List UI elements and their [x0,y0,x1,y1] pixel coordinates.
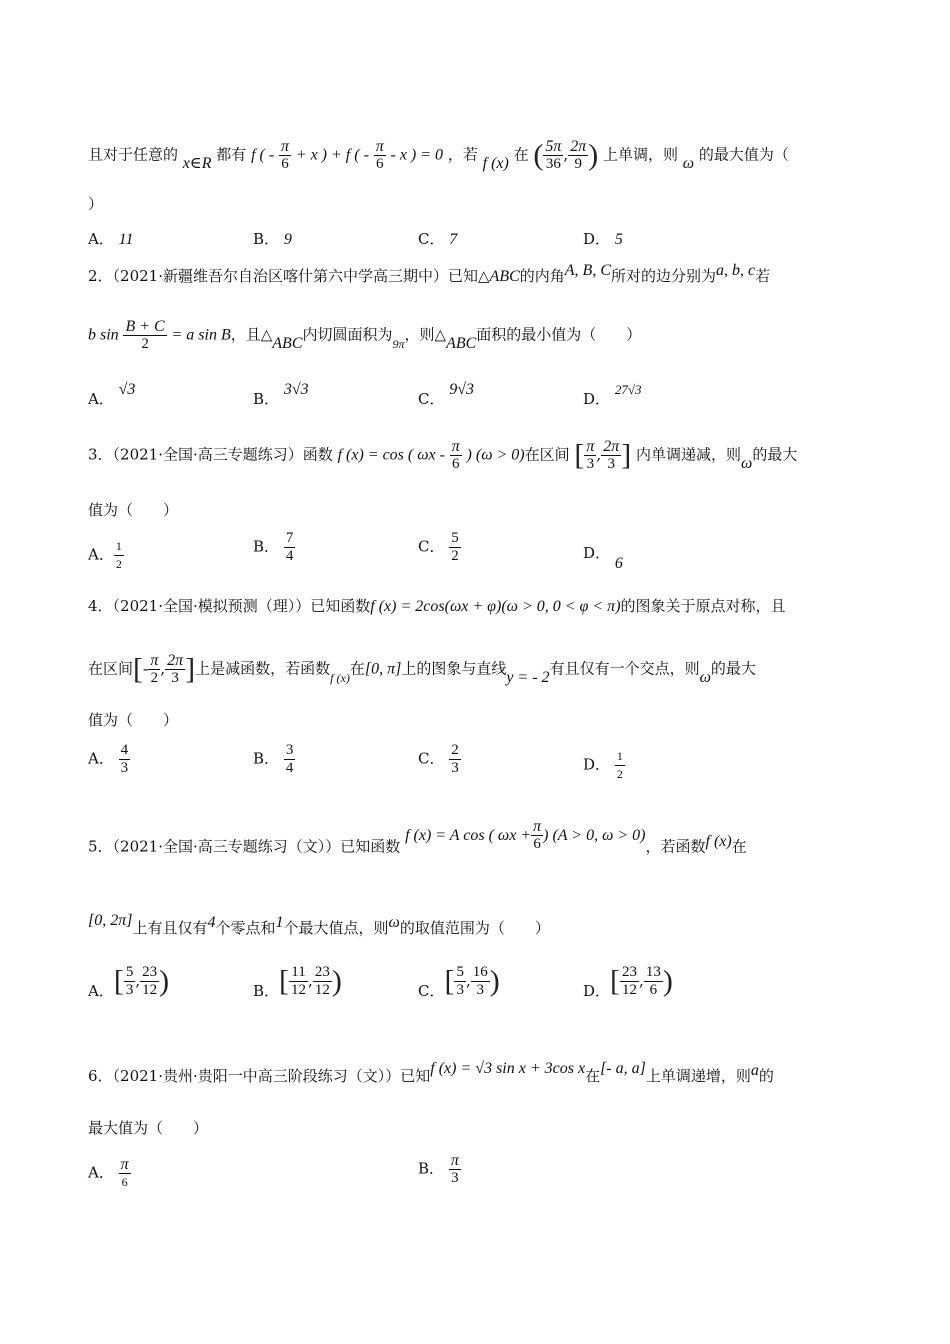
q5-option-d[interactable]: D．[ $\frac{23}{12}$ , $\frac{13}{6}$ ) [583,964,673,1000]
q2-line1: 2．（2021·新疆维吾尔自治区喀什第六中学高三期中）已知△ABC的内角A, B, C所对的边分别为a, b, c若 [88,262,771,285]
q5-option-c[interactable]: C．[ $\frac{5}{3}$ , $\frac{16}{3}$ ) [418,964,500,1000]
q1-omega: ω [682,154,695,172]
q2-line2: b sin $\frac{B + C}{2}$ = a sin B，且△ABC内切圆面积为$_{9\pi}$，则△ABC面积的最小值为（ ） [88,318,642,352]
q4-source: （2021·全国·模拟预测（理）） [112,597,311,615]
q5-line2: [0, 2π]上有且仅有4个零点和1个最大值点，则ω的取值范围为（ ） [88,912,550,937]
q5-line1: 5．（2021·全国·高三专题练习（文））已知函数 f (x) = A cos ( ωx + $\frac{\pi}{6}$ ) (A > 0, ω > 0)，若函数f (x)在 [88,818,747,856]
q4-line3: 值为（ ） [88,711,179,729]
q1-frac-pi6-2: $\frac{\pi}{6}$ [375,138,384,172]
q6-line1: 6．（2021·贵州·贵阳一中高三阶段练习（文））已知f (x) = √3 sin x + 3cos x在[- a, a]上单调递增，则a的 [88,1060,774,1085]
q1-interval-right: $\frac{2\pi}{9}$ [570,138,587,172]
q1-option-c[interactable]: C． 7 [418,230,458,248]
q3-option-b[interactable]: B． $\frac{7}{4}$ [253,530,294,564]
q1-interval-left: $\frac{5\pi}{36}$ [545,138,562,172]
q3-frac-pi6: $\frac{\pi}{6}$ [451,438,460,472]
q4-option-d[interactable]: D． $\frac{1}{2}$ [583,749,623,781]
q6-source: （2021·贵州·贵阳一中高三阶段练习（文）） [112,1067,401,1085]
q4-line1: 4．（2021·全国·模拟预测（理））已知函数f (x) = 2cos(ωx + φ)(ω > 0, 0 < φ < π)的图象关于原点对称，且 [88,597,786,615]
q1-fx: f (x) [482,154,509,172]
q1-eq: + x ) + f ( - [295,146,369,164]
q1-close: ） [88,195,104,213]
q6-line2: 最大值为（ ） [88,1119,209,1137]
q5-source: （2021·全国·高三专题练习（文）） [112,837,341,856]
q2-option-a[interactable]: A． √3 [88,381,136,408]
q1-line1: 且对于任意的 x∈R 都有 f ( - $\frac{\pi}{6}$ + x ) + f ( - $\frac{\pi}{6}$ - x ) = 0 ，若 f (x) 在 ( $\frac{5\pi}{36}$ , $\frac{2\pi}{9}$ ) 上单调，则 ω 的最大值为（ [88,138,789,172]
q2-option-c[interactable]: C． 9√3 [418,381,475,408]
q4-option-b[interactable]: B． $\frac{3}{4}$ [253,742,294,776]
q3-option-a[interactable]: A． $\frac{1}{2}$ [88,539,122,571]
q1-text: 的最大值为（ [698,145,789,164]
q6-option-a[interactable]: A． $\frac{\pi}{6}$ [88,1156,129,1189]
q1-text: ，若 [447,145,478,164]
q3-option-d[interactable]: D． 6 [583,544,623,572]
q1-text: 都有 [216,145,247,164]
q3-option-c[interactable]: C． $\frac{5}{2}$ [418,530,459,564]
q1-text: 在 [513,145,529,164]
q4-option-c[interactable]: C． $\frac{2}{3}$ [418,742,459,776]
q1-option-d[interactable]: D． 5 [583,230,623,248]
q1-x-in-r: x∈R [182,154,212,172]
q1-text: 上单调，则 [603,145,679,164]
q3-line1: 3．（2021·全国·高三专题练习）函数 f (x) = cos ( ωx - $\frac{\pi}{6}$ ) (ω > 0)在区间 [ $\frac{\pi}{3}$ , $\frac{2\pi}{3}$ ] 内单调递减，则ω的最大 [88,438,798,472]
q6-option-b[interactable]: B． $\frac{\pi}{3}$ [418,1152,459,1186]
q2-source: （2021·新疆维吾尔自治区喀什第六中学高三期中） [112,267,448,285]
q2-option-d[interactable]: D． 27√3 [583,382,642,408]
q3-line2: 值为（ ） [88,501,179,519]
q3-source: （2021·全国·高三专题练习） [112,445,303,464]
q1-text: 且对于任意的 [88,145,179,164]
q5-option-a[interactable]: A．[ $\frac{5}{3}$ , $\frac{23}{12}$ ) [88,964,170,1000]
q1-frac-pi6: $\frac{\pi}{6}$ [280,138,289,172]
q1-option-b[interactable]: B． 9 [253,230,292,248]
q4-option-a[interactable]: A． $\frac{4}{3}$ [88,742,129,776]
q2-frac: $\frac{B + C}{2}$ [125,318,165,352]
q1-option-a[interactable]: A． 11 [88,230,134,248]
q2-option-b[interactable]: B． 3√3 [253,381,309,408]
q5-option-b[interactable]: B．[ $\frac{11}{12}$ , $\frac{23}{12}$ ) [253,964,342,1000]
q1-eq: f ( - [251,146,275,164]
q4-line2: 在区间[- $\frac{\pi}{2}$ , $\frac{2\pi}{3}$ ]上是减函数，若函数$_{f (x)}$在[0, π]上的图象与直线y = - 2有且仅有一个交点，则ω的最大 [88,652,756,686]
q1-eq: - x ) = 0 [390,146,444,164]
